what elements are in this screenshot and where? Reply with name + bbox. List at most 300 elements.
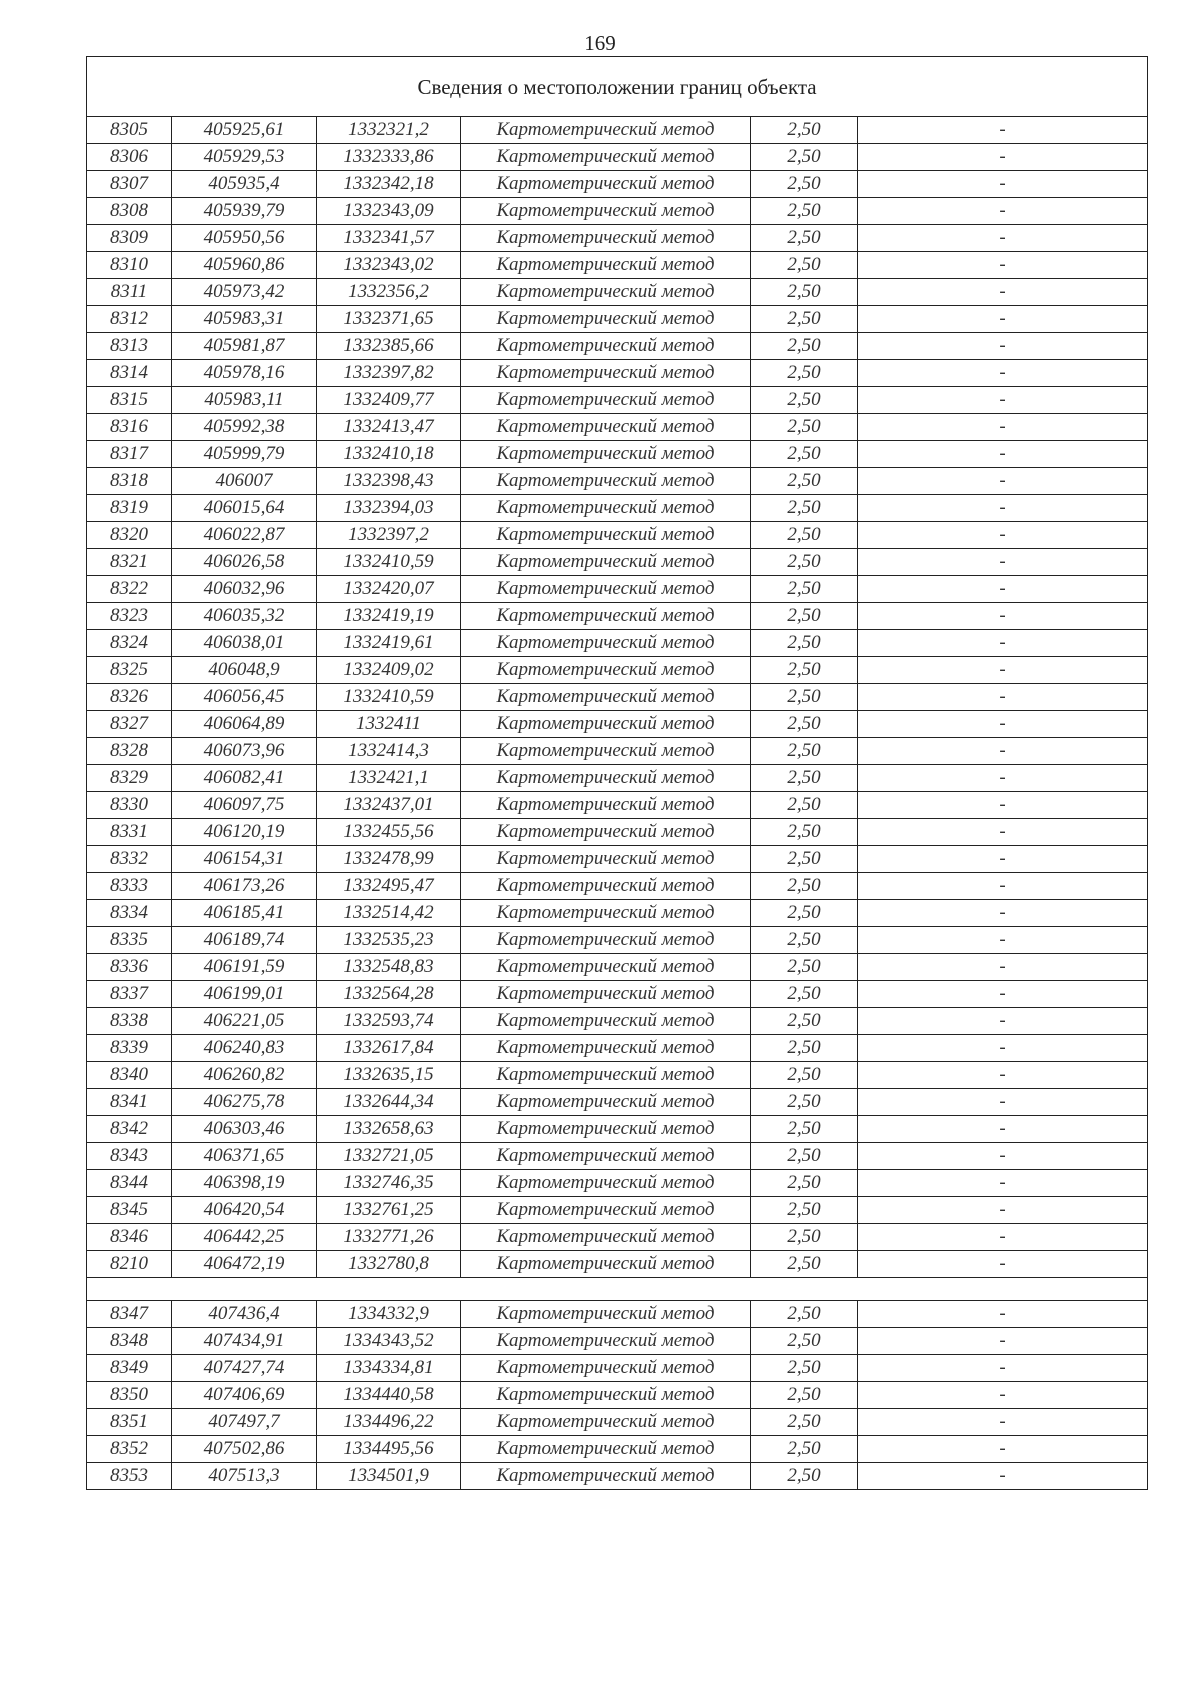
boundary-coordinates-table bbox=[86, 56, 1148, 1490]
point-number-cell: 8345 bbox=[87, 1197, 172, 1224]
x-coordinate-cell: 406275,78 bbox=[172, 1089, 317, 1116]
method-cell: Картометрический метод bbox=[461, 1197, 751, 1224]
table-row bbox=[87, 630, 1148, 657]
point-number-cell: 8327 bbox=[87, 711, 172, 738]
description-cell: - bbox=[858, 576, 1148, 603]
description-cell: - bbox=[858, 1143, 1148, 1170]
accuracy-cell: 2,50 bbox=[751, 1035, 858, 1062]
method-cell: Картометрический метод bbox=[461, 657, 751, 684]
y-coordinate-cell: 1332385,66 bbox=[317, 333, 461, 360]
x-coordinate-cell: 405978,16 bbox=[172, 360, 317, 387]
y-coordinate-cell: 1332495,47 bbox=[317, 873, 461, 900]
description-cell: - bbox=[858, 603, 1148, 630]
description-cell: - bbox=[858, 1251, 1148, 1278]
method-cell: Картометрический метод bbox=[461, 360, 751, 387]
method-cell: Картометрический метод bbox=[461, 306, 751, 333]
point-number-cell: 8320 bbox=[87, 522, 172, 549]
point-number-cell: 8337 bbox=[87, 981, 172, 1008]
table-row bbox=[87, 711, 1148, 738]
accuracy-cell: 2,50 bbox=[751, 765, 858, 792]
x-coordinate-cell: 405935,4 bbox=[172, 171, 317, 198]
description-cell: - bbox=[858, 495, 1148, 522]
method-cell: Картометрический метод bbox=[461, 630, 751, 657]
x-coordinate-cell: 407406,69 bbox=[172, 1382, 317, 1409]
x-coordinate-cell: 406120,19 bbox=[172, 819, 317, 846]
method-cell: Картометрический метод bbox=[461, 819, 751, 846]
table-row bbox=[87, 144, 1148, 171]
method-cell: Картометрический метод bbox=[461, 1301, 751, 1328]
description-cell: - bbox=[858, 360, 1148, 387]
accuracy-cell: 2,50 bbox=[751, 1197, 858, 1224]
accuracy-cell: 2,50 bbox=[751, 1116, 858, 1143]
y-coordinate-cell: 1334334,81 bbox=[317, 1355, 461, 1382]
accuracy-cell: 2,50 bbox=[751, 1170, 858, 1197]
point-number-cell: 8319 bbox=[87, 495, 172, 522]
x-coordinate-cell: 406221,05 bbox=[172, 1008, 317, 1035]
y-coordinate-cell: 1332414,3 bbox=[317, 738, 461, 765]
point-number-cell: 8326 bbox=[87, 684, 172, 711]
y-coordinate-cell: 1332593,74 bbox=[317, 1008, 461, 1035]
x-coordinate-cell: 405981,87 bbox=[172, 333, 317, 360]
table-row bbox=[87, 1251, 1148, 1278]
table-row bbox=[87, 1197, 1148, 1224]
point-number-cell: 8344 bbox=[87, 1170, 172, 1197]
y-coordinate-cell: 1334332,9 bbox=[317, 1301, 461, 1328]
method-cell: Картометрический метод bbox=[461, 441, 751, 468]
accuracy-cell: 2,50 bbox=[751, 495, 858, 522]
y-coordinate-cell: 1332535,23 bbox=[317, 927, 461, 954]
y-coordinate-cell: 1332409,02 bbox=[317, 657, 461, 684]
description-cell: - bbox=[858, 387, 1148, 414]
table-row bbox=[87, 603, 1148, 630]
x-coordinate-cell: 406032,96 bbox=[172, 576, 317, 603]
y-coordinate-cell: 1332746,35 bbox=[317, 1170, 461, 1197]
accuracy-cell: 2,50 bbox=[751, 1301, 858, 1328]
x-coordinate-cell: 407502,86 bbox=[172, 1436, 317, 1463]
x-coordinate-cell: 406240,83 bbox=[172, 1035, 317, 1062]
point-number-cell: 8340 bbox=[87, 1062, 172, 1089]
point-number-cell: 8331 bbox=[87, 819, 172, 846]
description-cell: - bbox=[858, 1170, 1148, 1197]
method-cell: Картометрический метод bbox=[461, 711, 751, 738]
point-number-cell: 8308 bbox=[87, 198, 172, 225]
method-cell: Картометрический метод bbox=[461, 522, 751, 549]
description-cell: - bbox=[858, 1089, 1148, 1116]
table-row bbox=[87, 1355, 1148, 1382]
description-cell: - bbox=[858, 873, 1148, 900]
y-coordinate-cell: 1332321,2 bbox=[317, 117, 461, 144]
x-coordinate-cell: 406191,59 bbox=[172, 954, 317, 981]
table-row bbox=[87, 1409, 1148, 1436]
x-coordinate-cell: 405983,31 bbox=[172, 306, 317, 333]
accuracy-cell: 2,50 bbox=[751, 522, 858, 549]
method-cell: Картометрический метод bbox=[461, 495, 751, 522]
y-coordinate-cell: 1332617,84 bbox=[317, 1035, 461, 1062]
table-title: Сведения о местоположении границ объекта bbox=[87, 57, 1148, 117]
method-cell: Картометрический метод bbox=[461, 981, 751, 1008]
y-coordinate-cell: 1332419,61 bbox=[317, 630, 461, 657]
description-cell: - bbox=[858, 792, 1148, 819]
x-coordinate-cell: 406035,32 bbox=[172, 603, 317, 630]
x-coordinate-cell: 407436,4 bbox=[172, 1301, 317, 1328]
x-coordinate-cell: 406398,19 bbox=[172, 1170, 317, 1197]
table-row bbox=[87, 1116, 1148, 1143]
table-row bbox=[87, 549, 1148, 576]
description-cell: - bbox=[858, 1062, 1148, 1089]
description-cell: - bbox=[858, 1008, 1148, 1035]
description-cell: - bbox=[858, 711, 1148, 738]
method-cell: Картометрический метод bbox=[461, 927, 751, 954]
table-row bbox=[87, 522, 1148, 549]
description-cell: - bbox=[858, 684, 1148, 711]
y-coordinate-cell: 1332419,19 bbox=[317, 603, 461, 630]
point-number-cell: 8351 bbox=[87, 1409, 172, 1436]
method-cell: Картометрический метод bbox=[461, 549, 751, 576]
description-cell: - bbox=[858, 198, 1148, 225]
accuracy-cell: 2,50 bbox=[751, 1251, 858, 1278]
section-separator-cell bbox=[87, 1278, 1148, 1301]
table-row bbox=[87, 1436, 1148, 1463]
description-cell: - bbox=[858, 441, 1148, 468]
table-row bbox=[87, 1170, 1148, 1197]
description-cell: - bbox=[858, 171, 1148, 198]
description-cell: - bbox=[858, 657, 1148, 684]
point-number-cell: 8309 bbox=[87, 225, 172, 252]
method-cell: Картометрический метод bbox=[461, 846, 751, 873]
method-cell: Картометрический метод bbox=[461, 792, 751, 819]
description-cell: - bbox=[858, 333, 1148, 360]
method-cell: Картометрический метод bbox=[461, 765, 751, 792]
accuracy-cell: 2,50 bbox=[751, 819, 858, 846]
method-cell: Картометрический метод bbox=[461, 738, 751, 765]
x-coordinate-cell: 406185,41 bbox=[172, 900, 317, 927]
y-coordinate-cell: 1334501,9 bbox=[317, 1463, 461, 1490]
description-cell: - bbox=[858, 279, 1148, 306]
accuracy-cell: 2,50 bbox=[751, 360, 858, 387]
point-number-cell: 8310 bbox=[87, 252, 172, 279]
x-coordinate-cell: 406472,19 bbox=[172, 1251, 317, 1278]
y-coordinate-cell: 1332564,28 bbox=[317, 981, 461, 1008]
table-row bbox=[87, 117, 1148, 144]
point-number-cell: 8314 bbox=[87, 360, 172, 387]
x-coordinate-cell: 406199,01 bbox=[172, 981, 317, 1008]
method-cell: Картометрический метод bbox=[461, 1008, 751, 1035]
table-row bbox=[87, 441, 1148, 468]
accuracy-cell: 2,50 bbox=[751, 252, 858, 279]
point-number-cell: 8321 bbox=[87, 549, 172, 576]
page-number: 169 bbox=[584, 31, 616, 55]
table-row bbox=[87, 900, 1148, 927]
description-cell: - bbox=[858, 1328, 1148, 1355]
table-row bbox=[87, 1143, 1148, 1170]
y-coordinate-cell: 1332341,57 bbox=[317, 225, 461, 252]
accuracy-cell: 2,50 bbox=[751, 630, 858, 657]
accuracy-cell: 2,50 bbox=[751, 1008, 858, 1035]
y-coordinate-cell: 1332771,26 bbox=[317, 1224, 461, 1251]
y-coordinate-cell: 1334440,58 bbox=[317, 1382, 461, 1409]
x-coordinate-cell: 405999,79 bbox=[172, 441, 317, 468]
y-coordinate-cell: 1332333,86 bbox=[317, 144, 461, 171]
point-number-cell: 8313 bbox=[87, 333, 172, 360]
method-cell: Картометрический метод bbox=[461, 1355, 751, 1382]
y-coordinate-cell: 1332514,42 bbox=[317, 900, 461, 927]
method-cell: Картометрический метод bbox=[461, 1224, 751, 1251]
point-number-cell: 8332 bbox=[87, 846, 172, 873]
y-coordinate-cell: 1332397,2 bbox=[317, 522, 461, 549]
table-row bbox=[87, 738, 1148, 765]
x-coordinate-cell: 406022,87 bbox=[172, 522, 317, 549]
accuracy-cell: 2,50 bbox=[751, 333, 858, 360]
point-number-cell: 8338 bbox=[87, 1008, 172, 1035]
description-cell: - bbox=[858, 144, 1148, 171]
x-coordinate-cell: 406073,96 bbox=[172, 738, 317, 765]
accuracy-cell: 2,50 bbox=[751, 1143, 858, 1170]
accuracy-cell: 2,50 bbox=[751, 171, 858, 198]
accuracy-cell: 2,50 bbox=[751, 1089, 858, 1116]
accuracy-cell: 2,50 bbox=[751, 1436, 858, 1463]
point-number-cell: 8307 bbox=[87, 171, 172, 198]
accuracy-cell: 2,50 bbox=[751, 144, 858, 171]
y-coordinate-cell: 1332721,05 bbox=[317, 1143, 461, 1170]
y-coordinate-cell: 1332342,18 bbox=[317, 171, 461, 198]
accuracy-cell: 2,50 bbox=[751, 468, 858, 495]
method-cell: Картометрический метод bbox=[461, 1251, 751, 1278]
y-coordinate-cell: 1332761,25 bbox=[317, 1197, 461, 1224]
method-cell: Картометрический метод bbox=[461, 333, 751, 360]
point-number-cell: 8336 bbox=[87, 954, 172, 981]
table-row bbox=[87, 387, 1148, 414]
point-number-cell: 8334 bbox=[87, 900, 172, 927]
x-coordinate-cell: 406026,58 bbox=[172, 549, 317, 576]
method-cell: Картометрический метод bbox=[461, 1463, 751, 1490]
point-number-cell: 8339 bbox=[87, 1035, 172, 1062]
table-row bbox=[87, 1301, 1148, 1328]
accuracy-cell: 2,50 bbox=[751, 1355, 858, 1382]
table-row bbox=[87, 873, 1148, 900]
y-coordinate-cell: 1332410,18 bbox=[317, 441, 461, 468]
table-row bbox=[87, 1062, 1148, 1089]
method-cell: Картометрический метод bbox=[461, 144, 751, 171]
description-cell: - bbox=[858, 819, 1148, 846]
y-coordinate-cell: 1332411 bbox=[317, 711, 461, 738]
point-number-cell: 8352 bbox=[87, 1436, 172, 1463]
y-coordinate-cell: 1332780,8 bbox=[317, 1251, 461, 1278]
x-coordinate-cell: 407427,74 bbox=[172, 1355, 317, 1382]
accuracy-cell: 2,50 bbox=[751, 1328, 858, 1355]
point-number-cell: 8347 bbox=[87, 1301, 172, 1328]
accuracy-cell: 2,50 bbox=[751, 549, 858, 576]
x-coordinate-cell: 405925,61 bbox=[172, 117, 317, 144]
table-row bbox=[87, 1035, 1148, 1062]
method-cell: Картометрический метод bbox=[461, 576, 751, 603]
point-number-cell: 8335 bbox=[87, 927, 172, 954]
table-row bbox=[87, 171, 1148, 198]
method-cell: Картометрический метод bbox=[461, 1089, 751, 1116]
y-coordinate-cell: 1332644,34 bbox=[317, 1089, 461, 1116]
method-cell: Картометрический метод bbox=[461, 684, 751, 711]
y-coordinate-cell: 1332420,07 bbox=[317, 576, 461, 603]
accuracy-cell: 2,50 bbox=[751, 738, 858, 765]
accuracy-cell: 2,50 bbox=[751, 603, 858, 630]
accuracy-cell: 2,50 bbox=[751, 927, 858, 954]
accuracy-cell: 2,50 bbox=[751, 306, 858, 333]
y-coordinate-cell: 1332394,03 bbox=[317, 495, 461, 522]
description-cell: - bbox=[858, 1224, 1148, 1251]
accuracy-cell: 2,50 bbox=[751, 684, 858, 711]
x-coordinate-cell: 406154,31 bbox=[172, 846, 317, 873]
x-coordinate-cell: 406015,64 bbox=[172, 495, 317, 522]
method-cell: Картометрический метод bbox=[461, 873, 751, 900]
point-number-cell: 8323 bbox=[87, 603, 172, 630]
description-cell: - bbox=[858, 225, 1148, 252]
accuracy-cell: 2,50 bbox=[751, 279, 858, 306]
point-number-cell: 8333 bbox=[87, 873, 172, 900]
table-row bbox=[87, 954, 1148, 981]
description-cell: - bbox=[858, 1116, 1148, 1143]
method-cell: Картометрический метод bbox=[461, 387, 751, 414]
description-cell: - bbox=[858, 927, 1148, 954]
x-coordinate-cell: 406303,46 bbox=[172, 1116, 317, 1143]
method-cell: Картометрический метод bbox=[461, 1062, 751, 1089]
x-coordinate-cell: 405960,86 bbox=[172, 252, 317, 279]
method-cell: Картометрический метод bbox=[461, 468, 751, 495]
method-cell: Картометрический метод bbox=[461, 198, 751, 225]
method-cell: Картометрический метод bbox=[461, 414, 751, 441]
y-coordinate-cell: 1332478,99 bbox=[317, 846, 461, 873]
accuracy-cell: 2,50 bbox=[751, 1409, 858, 1436]
y-coordinate-cell: 1332371,65 bbox=[317, 306, 461, 333]
point-number-cell: 8316 bbox=[87, 414, 172, 441]
point-number-cell: 8312 bbox=[87, 306, 172, 333]
table-row bbox=[87, 360, 1148, 387]
table-row bbox=[87, 927, 1148, 954]
x-coordinate-cell: 405950,56 bbox=[172, 225, 317, 252]
description-cell: - bbox=[858, 630, 1148, 657]
x-coordinate-cell: 406007 bbox=[172, 468, 317, 495]
accuracy-cell: 2,50 bbox=[751, 792, 858, 819]
accuracy-cell: 2,50 bbox=[751, 981, 858, 1008]
x-coordinate-cell: 407513,3 bbox=[172, 1463, 317, 1490]
y-coordinate-cell: 1332548,83 bbox=[317, 954, 461, 981]
point-number-cell: 8311 bbox=[87, 279, 172, 306]
y-coordinate-cell: 1332421,1 bbox=[317, 765, 461, 792]
table-row bbox=[87, 684, 1148, 711]
y-coordinate-cell: 1332409,77 bbox=[317, 387, 461, 414]
y-coordinate-cell: 1332413,47 bbox=[317, 414, 461, 441]
y-coordinate-cell: 1332410,59 bbox=[317, 549, 461, 576]
table-row bbox=[87, 1382, 1148, 1409]
method-cell: Картометрический метод bbox=[461, 954, 751, 981]
point-number-cell: 8317 bbox=[87, 441, 172, 468]
point-number-cell: 8342 bbox=[87, 1116, 172, 1143]
method-cell: Картометрический метод bbox=[461, 279, 751, 306]
description-cell: - bbox=[858, 954, 1148, 981]
point-number-cell: 8322 bbox=[87, 576, 172, 603]
method-cell: Картометрический метод bbox=[461, 1035, 751, 1062]
method-cell: Картометрический метод bbox=[461, 1436, 751, 1463]
x-coordinate-cell: 406260,82 bbox=[172, 1062, 317, 1089]
table-row bbox=[87, 1328, 1148, 1355]
description-cell: - bbox=[858, 522, 1148, 549]
method-cell: Картометрический метод bbox=[461, 171, 751, 198]
table-row bbox=[87, 1224, 1148, 1251]
point-number-cell: 8350 bbox=[87, 1382, 172, 1409]
method-cell: Картометрический метод bbox=[461, 117, 751, 144]
accuracy-cell: 2,50 bbox=[751, 441, 858, 468]
point-number-cell: 8325 bbox=[87, 657, 172, 684]
description-cell: - bbox=[858, 981, 1148, 1008]
point-number-cell: 8324 bbox=[87, 630, 172, 657]
x-coordinate-cell: 407434,91 bbox=[172, 1328, 317, 1355]
description-cell: - bbox=[858, 1035, 1148, 1062]
x-coordinate-cell: 406173,26 bbox=[172, 873, 317, 900]
accuracy-cell: 2,50 bbox=[751, 1224, 858, 1251]
accuracy-cell: 2,50 bbox=[751, 954, 858, 981]
table-row bbox=[87, 576, 1148, 603]
table-row bbox=[87, 333, 1148, 360]
table-row bbox=[87, 252, 1148, 279]
accuracy-cell: 2,50 bbox=[751, 873, 858, 900]
table-title-row bbox=[87, 57, 1148, 117]
method-cell: Картометрический метод bbox=[461, 1382, 751, 1409]
x-coordinate-cell: 406189,74 bbox=[172, 927, 317, 954]
method-cell: Картометрический метод bbox=[461, 900, 751, 927]
accuracy-cell: 2,50 bbox=[751, 225, 858, 252]
x-coordinate-cell: 407497,7 bbox=[172, 1409, 317, 1436]
y-coordinate-cell: 1332437,01 bbox=[317, 792, 461, 819]
y-coordinate-cell: 1332343,02 bbox=[317, 252, 461, 279]
point-number-cell: 8305 bbox=[87, 117, 172, 144]
table-row bbox=[87, 846, 1148, 873]
table-row bbox=[87, 468, 1148, 495]
x-coordinate-cell: 405973,42 bbox=[172, 279, 317, 306]
y-coordinate-cell: 1334496,22 bbox=[317, 1409, 461, 1436]
x-coordinate-cell: 406038,01 bbox=[172, 630, 317, 657]
x-coordinate-cell: 406056,45 bbox=[172, 684, 317, 711]
accuracy-cell: 2,50 bbox=[751, 657, 858, 684]
point-number-cell: 8329 bbox=[87, 765, 172, 792]
table-row bbox=[87, 279, 1148, 306]
accuracy-cell: 2,50 bbox=[751, 1382, 858, 1409]
description-cell: - bbox=[858, 1463, 1148, 1490]
point-number-cell: 8315 bbox=[87, 387, 172, 414]
point-number-cell: 8348 bbox=[87, 1328, 172, 1355]
section-separator-row bbox=[87, 1278, 1148, 1301]
x-coordinate-cell: 405983,11 bbox=[172, 387, 317, 414]
x-coordinate-cell: 405992,38 bbox=[172, 414, 317, 441]
y-coordinate-cell: 1332658,63 bbox=[317, 1116, 461, 1143]
y-coordinate-cell: 1332410,59 bbox=[317, 684, 461, 711]
description-cell: - bbox=[858, 765, 1148, 792]
accuracy-cell: 2,50 bbox=[751, 414, 858, 441]
y-coordinate-cell: 1332455,56 bbox=[317, 819, 461, 846]
y-coordinate-cell: 1332343,09 bbox=[317, 198, 461, 225]
description-cell: - bbox=[858, 252, 1148, 279]
table-row bbox=[87, 819, 1148, 846]
table-row bbox=[87, 1089, 1148, 1116]
description-cell: - bbox=[858, 306, 1148, 333]
y-coordinate-cell: 1334495,56 bbox=[317, 1436, 461, 1463]
description-cell: - bbox=[858, 1301, 1148, 1328]
description-cell: - bbox=[858, 738, 1148, 765]
method-cell: Картометрический метод bbox=[461, 225, 751, 252]
table-row bbox=[87, 225, 1148, 252]
description-cell: - bbox=[858, 1355, 1148, 1382]
point-number-cell: 8318 bbox=[87, 468, 172, 495]
y-coordinate-cell: 1334343,52 bbox=[317, 1328, 461, 1355]
y-coordinate-cell: 1332356,2 bbox=[317, 279, 461, 306]
table-row bbox=[87, 1463, 1148, 1490]
